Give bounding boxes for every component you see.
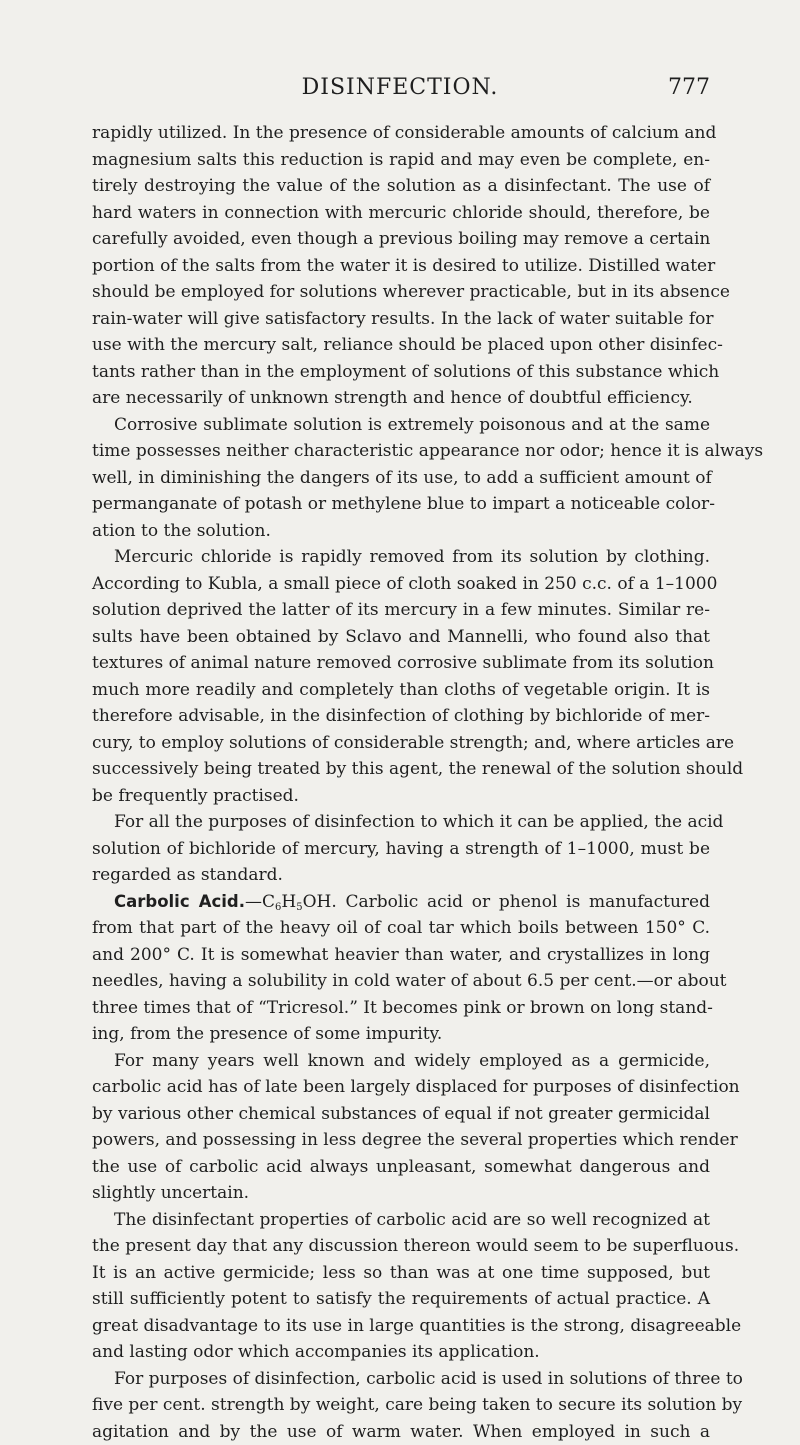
formula-part: —C <box>245 892 275 912</box>
text-line: much more readily and completely than cloths of vegetable origin. It is <box>92 677 710 704</box>
section-heading-line <box>92 889 710 916</box>
text-line: solution deprived the latter of its mercury in a few minutes. Similar re- <box>92 597 710 624</box>
text-line: permanganate of potash or methylene blue to impart a noticeable color- <box>92 491 710 518</box>
text-line: rain-water will give satisfactory results. In the lack of water suitable for <box>92 306 710 333</box>
text-line: are necessarily of unknown strength and hence of doubtful efficiency. <box>92 385 710 412</box>
text-line: great disadvantage to its use in large quantities is the strong, disagreeable <box>92 1313 710 1340</box>
text-line: still sufficiently potent to satisfy the requirements of actual practice. A <box>92 1286 710 1313</box>
text-line: solution of bichloride of mercury, having a strength of 1–1000, must be <box>92 836 710 863</box>
text-line: tirely destroying the value of the solution as a disinfectant. The use of <box>92 173 710 200</box>
formula-part: OH. <box>303 892 337 912</box>
text-line: successively being treated by this agent, the renewal of the solution should <box>92 756 710 783</box>
text-line: According to Kubla, a small piece of cloth soaked in 250 c.c. of a 1–1000 <box>92 571 710 598</box>
text-line: For many years well known and widely employed as a germicide, <box>92 1048 710 1075</box>
text-line: Corrosive sublimate solution is extremely poisonous and at the same <box>92 412 710 439</box>
text-line: rapidly utilized. In the presence of considerable amounts of calcium and <box>92 120 710 147</box>
text-line: textures of animal nature removed corrosive sublimate from its solution <box>92 650 710 677</box>
text-line: use with the mercury salt, reliance should be placed upon other disinfec- <box>92 332 710 359</box>
heading-line-text: Carbolic acid or phenol is manufactured <box>337 892 710 912</box>
text-line: should be employed for solutions wherever practicable, but in its absence <box>92 279 710 306</box>
text-line: three times that of “Tricresol.” It becomes pink or brown on long stand- <box>92 995 710 1022</box>
text-line: and lasting odor which accompanies its application. <box>92 1339 710 1366</box>
text-line: by various other chemical substances of equal if not greater germicidal <box>92 1101 710 1128</box>
text-line: be frequently practised. <box>92 783 710 810</box>
text-line: five per cent. strength by weight, care being taken to secure its solution by <box>92 1392 710 1419</box>
text-line: sults have been obtained by Sclavo and Mannelli, who found also that <box>92 624 710 651</box>
chemical-formula <box>245 892 337 912</box>
formula-part: H <box>281 892 296 912</box>
text-line: Mercuric chloride is rapidly removed from its solution by clothing. <box>92 544 710 571</box>
running-title: DISINFECTION. <box>90 75 710 100</box>
text-line: For all the purposes of disinfection to which it can be applied, the acid <box>92 809 710 836</box>
text-line: needles, having a solubility in cold water of about 6.5 per cent.—or about <box>92 968 710 995</box>
text-line: It is an active germicide; less so than was at one time supposed, but <box>92 1260 710 1287</box>
text-line: carbolic acid has of late been largely displaced for purposes of disinfection <box>92 1074 710 1101</box>
running-head <box>90 75 710 105</box>
text-line: ing, from the presence of some impurity. <box>92 1021 710 1048</box>
section-heading: Carbolic Acid. <box>114 892 245 911</box>
text-line: and 200° C. It is somewhat heavier than water, and crystallizes in long <box>92 942 710 969</box>
text-line: The disinfectant properties of carbolic acid are so well recognized at <box>92 1207 710 1234</box>
text-line: carefully avoided, even though a previous boiling may remove a certain <box>92 226 710 253</box>
text-line: For purposes of disinfection, carbolic acid is used in solutions of three to <box>92 1366 710 1393</box>
body-text <box>92 120 710 1445</box>
text-line: the present day that any discussion thereon would seem to be superfluous. <box>92 1233 710 1260</box>
text-line: time possesses neither characteristic appearance nor odor; hence it is always <box>92 438 710 465</box>
page-number: 777 <box>668 75 710 100</box>
text-line: therefore advisable, in the disinfection of clothing by bichloride of mer- <box>92 703 710 730</box>
text-line: tants rather than in the employment of solutions of this substance which <box>92 359 710 386</box>
text-line: agitation and by the use of warm water. When employed in such a <box>92 1419 710 1445</box>
text-line: the use of carbolic acid always unpleasant, somewhat dangerous and <box>92 1154 710 1181</box>
text-line: ation to the solution. <box>92 518 710 545</box>
text-line: slightly uncertain. <box>92 1180 710 1207</box>
text-line: magnesium salts this reduction is rapid and may even be complete, en- <box>92 147 710 174</box>
text-line: from that part of the heavy oil of coal tar which boils between 150° C. <box>92 915 710 942</box>
text-line: powers, and possessing in less degree the several properties which render <box>92 1127 710 1154</box>
formula-subscript: 5 <box>296 902 302 913</box>
text-line: well, in diminishing the dangers of its use, to add a sufficient amount of <box>92 465 710 492</box>
text-line: regarded as standard. <box>92 862 710 889</box>
formula-subscript: 6 <box>275 902 281 913</box>
text-line: portion of the salts from the water it is desired to utilize. Distilled water <box>92 253 710 280</box>
text-line: cury, to employ solutions of considerable strength; and, where articles are <box>92 730 710 757</box>
text-line: hard waters in connection with mercuric chloride should, therefore, be <box>92 200 710 227</box>
